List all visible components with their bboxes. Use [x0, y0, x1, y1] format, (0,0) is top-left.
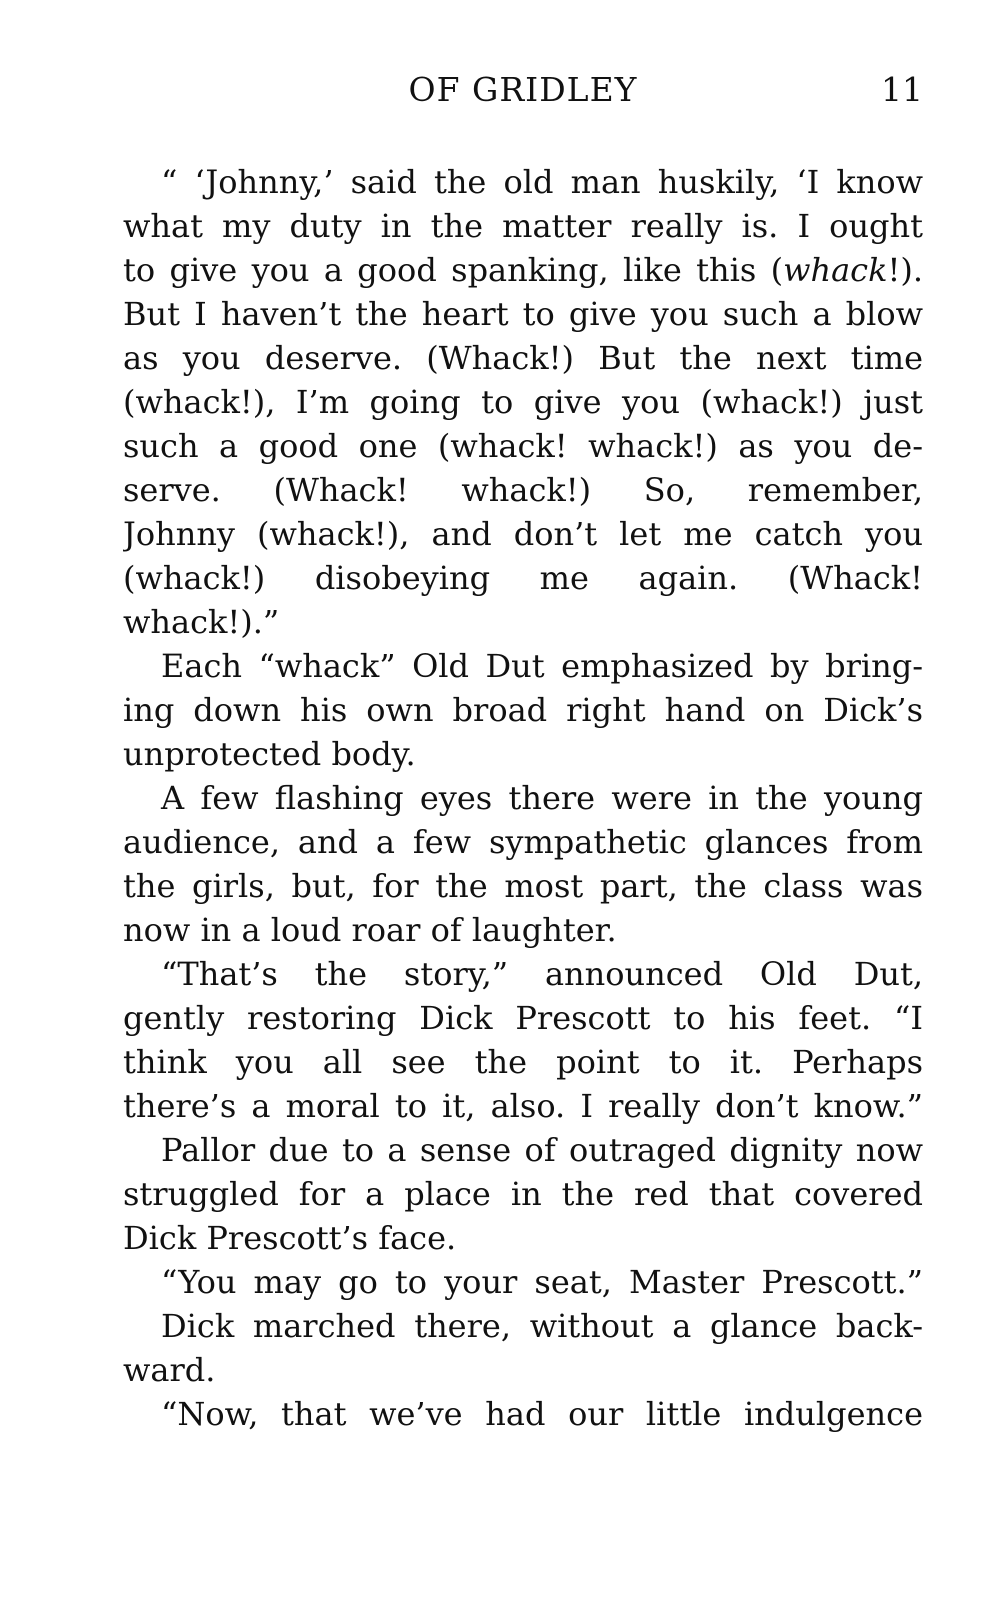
text-line	[123, 248, 923, 292]
text-line: unprotected body.	[123, 735, 416, 773]
text-line: Johnny (whack!), and don’t let me catch you	[123, 515, 923, 553]
italic-text: whack	[783, 251, 888, 289]
text-line: there’s a moral to it, also. I really don’t know.”	[123, 1087, 923, 1125]
text-line: But I haven’t the heart to give you such a blow	[123, 295, 923, 333]
text-line: Dick Prescott’s face.	[123, 1219, 457, 1257]
text-line: the girls, but, for the most part, the class was	[123, 867, 923, 905]
text-line: audience, and a few sympathetic glances from	[123, 823, 923, 861]
text-line: now in a loud roar of laughter.	[123, 911, 617, 949]
text-line: Dick marched there, without a glance back-	[161, 1307, 923, 1345]
text-line: (whack!) disobeying me again. (Whack!	[123, 559, 923, 597]
text-line: “That’s the story,” announced Old Dut,	[161, 955, 923, 993]
running-head	[123, 70, 923, 120]
text-segment: !).	[887, 251, 923, 289]
text-line: as you deserve. (Whack!) But the next time	[123, 339, 923, 377]
text-line: Each “whack” Old Dut emphasized by bring-	[161, 647, 923, 685]
page-number: 11	[881, 70, 923, 109]
text-line: think you all see the point to it. Perhaps	[123, 1043, 923, 1081]
text-line: “ ‘Johnny,’ said the old man huskily, ‘I know	[161, 163, 923, 201]
text-line: gently restoring Dick Prescott to his feet. “I	[123, 999, 923, 1037]
text-line: whack!).”	[123, 603, 280, 641]
text-line: Pallor due to a sense of outraged dignity now	[161, 1131, 923, 1169]
text-line: ward.	[123, 1351, 216, 1389]
text-line: serve. (Whack! whack!) So, remember,	[123, 471, 923, 509]
text-line: (whack!), I’m going to give you (whack!) just	[123, 383, 923, 421]
text-line: struggled for a place in the red that covered	[123, 1175, 923, 1213]
text-line: ing down his own broad right hand on Dick’s	[123, 691, 923, 729]
text-segment: to give you a good spanking, like this (	[123, 251, 784, 289]
text-line: “You may go to your seat, Master Prescott.”	[161, 1263, 923, 1301]
text-line: “Now, that we’ve had our little indulgence	[161, 1395, 923, 1433]
text-line: A few flashing eyes there were in the young	[161, 779, 923, 817]
body-text	[123, 160, 923, 1436]
running-title: OF GRIDLEY	[408, 70, 638, 109]
text-line: such a good one (whack! whack!) as you de-	[123, 427, 923, 465]
text-line: what my duty in the matter really is. I ought	[123, 207, 923, 245]
